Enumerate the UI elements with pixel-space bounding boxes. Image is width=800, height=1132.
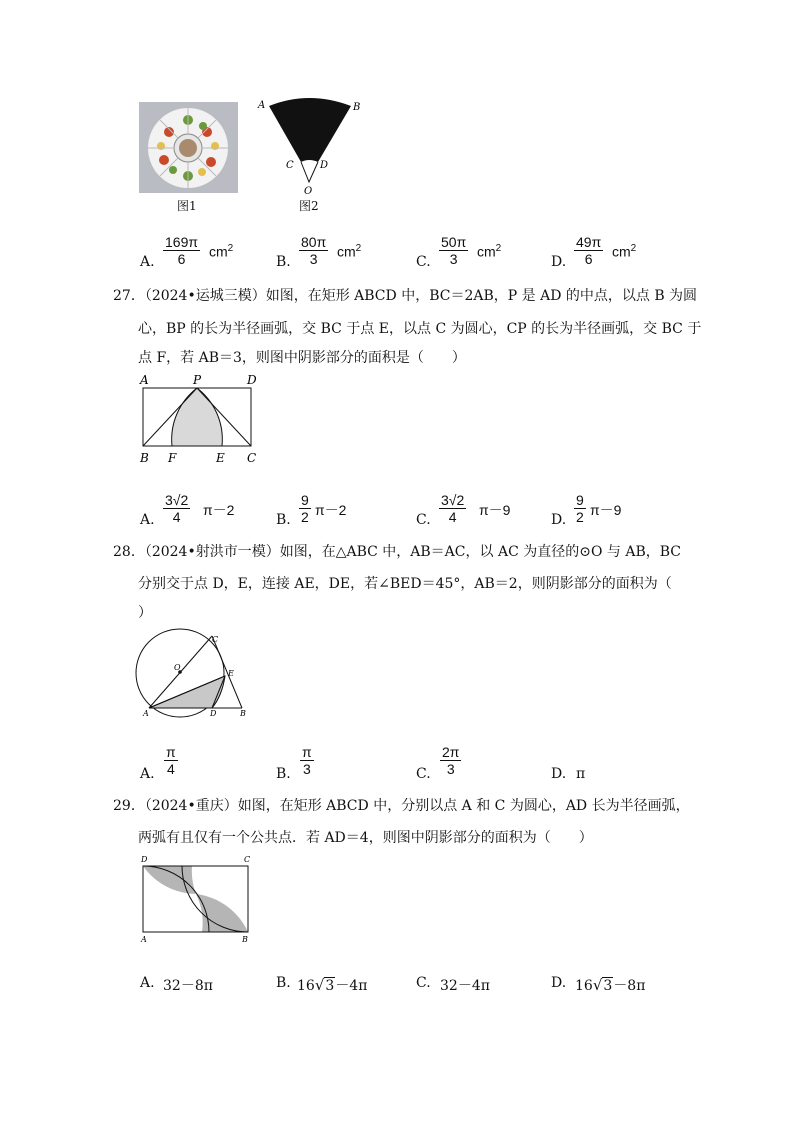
exponent: 2 (227, 243, 234, 254)
q27-figure (136, 372, 266, 466)
option-b-letter: B. (276, 512, 291, 528)
q29-line-1: 29．（2024•重庆）如图，在矩形 ABCD 中，分别以点 A 和 C 为圆心，AD 长为半径画弧， (113, 798, 690, 814)
option-b-fraction (299, 234, 328, 267)
option-b-value: 16√3－4π (297, 976, 368, 994)
denominator: 4 (172, 509, 181, 525)
q28-line-1: 28．（2024•射洪市一模）如图，在△ABC 中，AB＝AC，以 AC 为直径的⊙O 与 AB，BC (113, 544, 681, 560)
label-O: O (304, 186, 313, 197)
option-c-letter: C. (416, 766, 431, 782)
option-b-unit (337, 243, 361, 260)
denominator: 6 (584, 251, 593, 267)
option-a-value: 32－8π (163, 978, 213, 994)
figure-1-caption: 图1 (177, 199, 197, 213)
figure-2-caption: 图2 (299, 199, 319, 213)
denominator: 3 (449, 251, 458, 267)
q27-line-3: 点 F，若 AB＝3，则图中阴影部分的面积是（ ） (138, 350, 466, 366)
numerator: 49π (576, 234, 602, 250)
option-c-tail: π－9 (479, 502, 511, 518)
option-a-unit (209, 243, 233, 260)
tail: －8π (613, 978, 646, 994)
unit: cm (337, 243, 356, 260)
label-B: B (240, 709, 246, 718)
label-A: A (140, 373, 149, 387)
exponent: 2 (495, 243, 502, 254)
option-d-letter: D. (551, 766, 567, 782)
q27-line-2: 心，BP 的长为半径画弧，交 BC 于点 E，以点 C 为圆心，CP 的长为半径画弧，交 BC 于 (138, 321, 702, 337)
option-b-fraction (300, 744, 314, 777)
numerator: 9 (301, 492, 309, 508)
label-C: C (244, 855, 251, 864)
option-d-letter: D. (551, 975, 567, 991)
option-b-tail: π－2 (315, 502, 347, 518)
option-c-letter: C. (416, 512, 431, 528)
option-a-letter: A. (140, 512, 155, 528)
denominator: 3 (302, 761, 311, 777)
option-b-fraction (299, 492, 311, 525)
label-B: B (140, 451, 149, 465)
option-a-letter: A. (140, 254, 155, 270)
radicand: 3 (603, 978, 613, 994)
option-a-tail: π－2 (203, 502, 235, 518)
option-c-unit (477, 243, 501, 260)
option-c-letter: C. (416, 975, 431, 991)
option-c-fraction (439, 234, 468, 267)
option-d-value: π (576, 766, 586, 782)
figure-1-photo (139, 102, 238, 193)
option-c-letter: C. (416, 254, 431, 270)
q28-line-3: ） (138, 605, 152, 621)
label-C: C (212, 635, 219, 644)
label-A: A (141, 935, 147, 944)
numerator: 3√2 (165, 492, 189, 508)
option-d-letter: D. (551, 254, 567, 270)
option-a-fraction (163, 234, 200, 267)
numerator: 9 (576, 492, 584, 508)
denominator: 6 (177, 251, 186, 267)
radicand: 3 (325, 978, 335, 994)
numerator: 3√2 (441, 492, 465, 508)
numerator: π (166, 744, 176, 760)
option-a-fraction (164, 744, 178, 777)
option-c-value: 32－4π (440, 978, 490, 994)
option-b-letter: B. (276, 766, 291, 782)
denominator: 4 (448, 509, 457, 525)
numerator: 169π (165, 234, 199, 250)
option-d-fraction (574, 234, 603, 267)
label-E: E (228, 669, 234, 678)
label-B: B (242, 935, 248, 944)
label-D: D (210, 709, 217, 718)
q28-line-2: 分别交于点 D，E，连接 AE，DE，若∠BED＝45°，AB＝2，则阴影部分的面积为（ (138, 576, 672, 592)
figure-2-sector (256, 96, 368, 200)
label-P: P (193, 373, 202, 387)
label-O: O (174, 663, 181, 672)
numerator: 80π (301, 234, 327, 250)
label-E: E (216, 451, 225, 465)
label-B: B (353, 102, 361, 113)
unit: cm (477, 243, 496, 260)
unit: cm (209, 243, 228, 260)
denominator: 3 (309, 251, 318, 267)
q28-figure (132, 626, 256, 720)
option-b-letter: B. (276, 975, 291, 991)
label-F: F (168, 451, 177, 465)
option-c-fraction (439, 492, 466, 525)
label-D: D (141, 855, 148, 864)
numerator: 2π (442, 744, 460, 760)
denominator: 2 (576, 509, 584, 525)
q29-figure (136, 852, 260, 946)
label-D: D (247, 373, 257, 387)
option-b-letter: B. (276, 254, 291, 270)
tail: －4π (335, 978, 368, 994)
q29-line-2: 两弧有且仅有一个公共点．若 AD＝4，则图中阴影部分的面积为（ ） (138, 830, 593, 846)
label-A: A (258, 100, 266, 111)
label-A: A (143, 709, 149, 718)
option-d-tail: π－9 (590, 502, 622, 518)
option-a-fraction (163, 492, 190, 525)
unit: cm (612, 243, 631, 260)
label-C: C (286, 160, 294, 171)
label-C: C (247, 451, 257, 465)
option-d-fraction (574, 492, 586, 525)
option-a-letter: A. (140, 766, 155, 782)
coefficient: 16 (297, 978, 315, 994)
q27-line-1: 27．（2024•运城三模）如图，在矩形 ABCD 中，BC＝2AB，P 是 AD 的中点，以点 B 为圆 (113, 288, 698, 304)
denominator: 4 (166, 761, 175, 777)
numerator: 50π (441, 234, 467, 250)
coefficient: 16 (575, 978, 593, 994)
denominator: 2 (301, 509, 309, 525)
option-d-letter: D. (551, 512, 567, 528)
option-a-letter: A. (140, 975, 155, 991)
option-c-fraction (440, 744, 461, 777)
numerator: π (302, 744, 312, 760)
option-d-unit (612, 243, 636, 260)
exponent: 2 (630, 243, 637, 254)
exponent: 2 (355, 243, 362, 254)
option-d-value: 16√3－8π (575, 976, 646, 994)
denominator: 3 (446, 761, 455, 777)
label-D: D (320, 160, 329, 171)
